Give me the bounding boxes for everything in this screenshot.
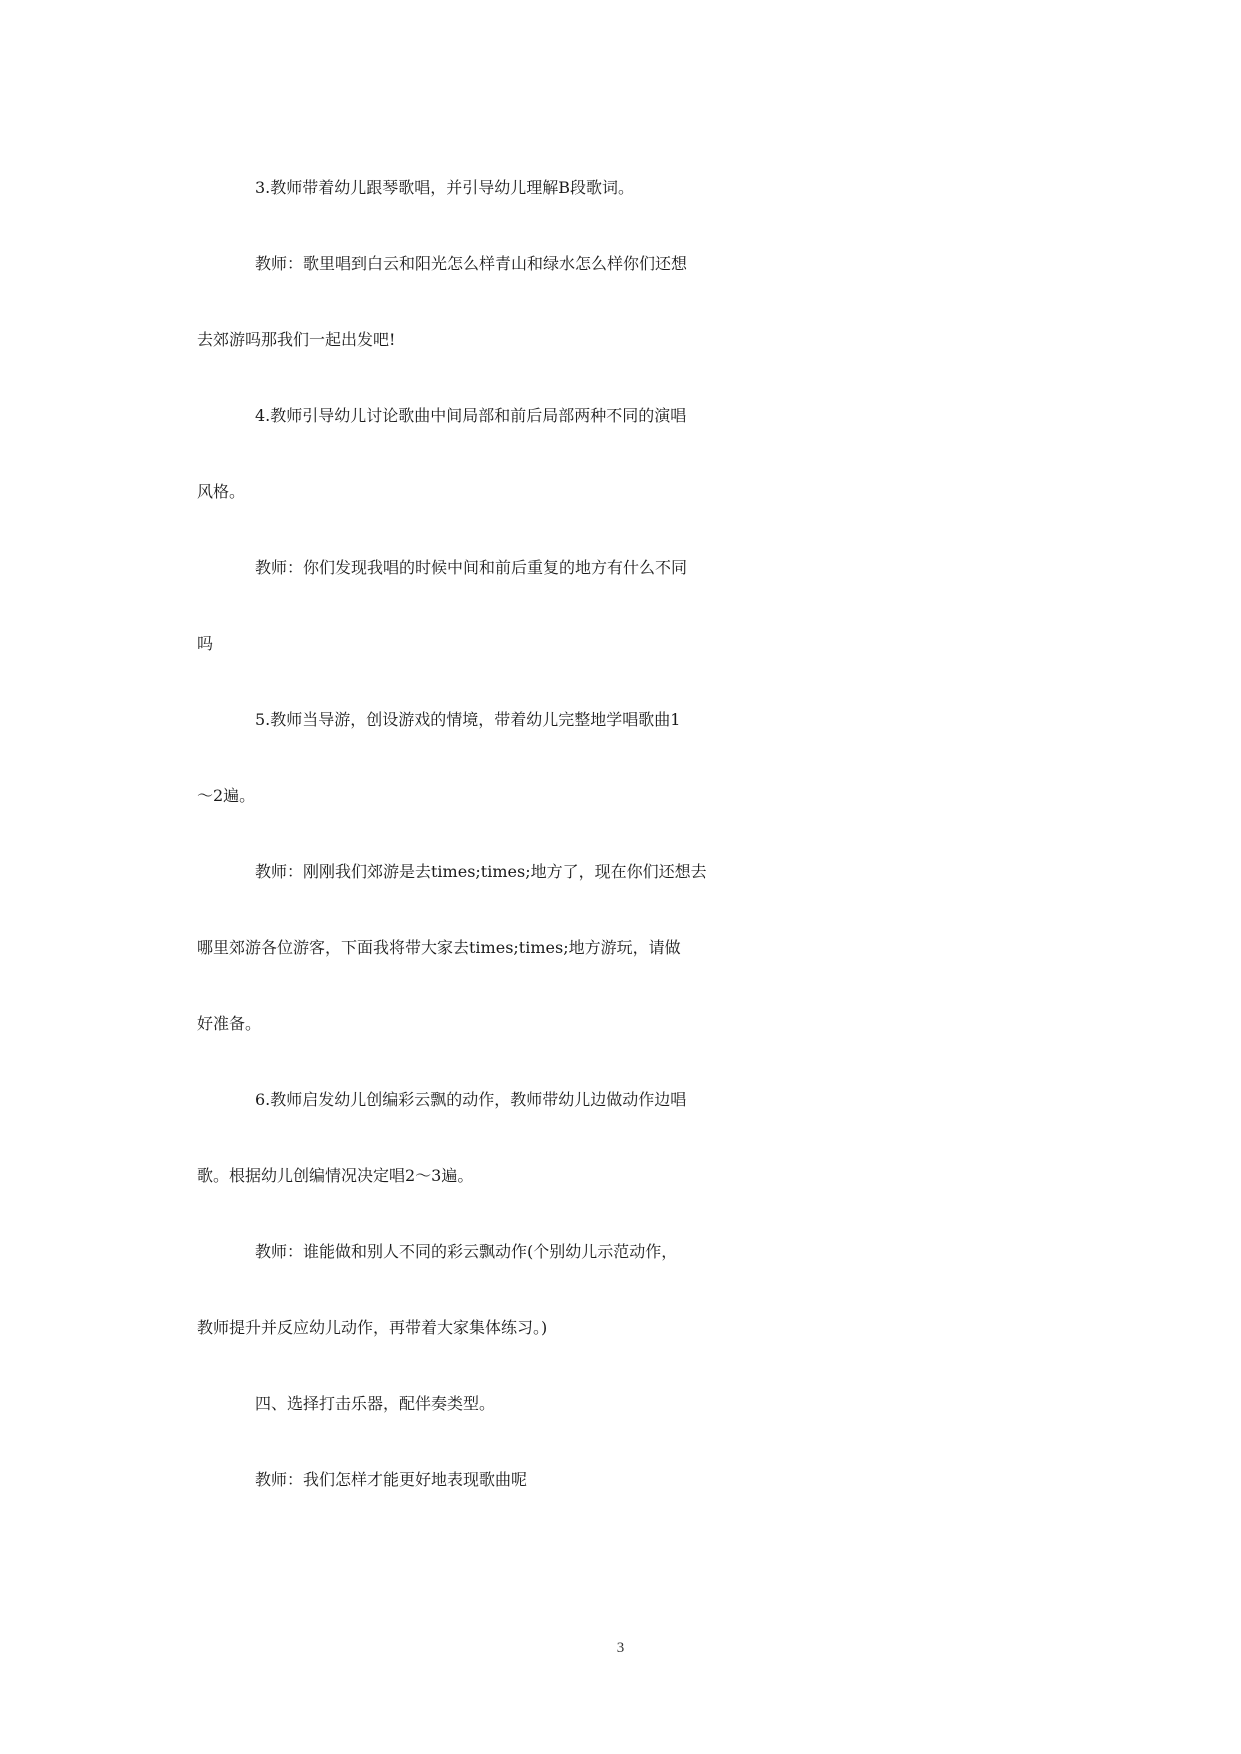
text-line: 去郊游吗那我们一起出发吧!: [197, 330, 396, 349]
text-line: 教师：我们怎样才能更好地表现歌曲呢: [255, 1470, 528, 1489]
text-line: 教师：刚刚我们郊游是去times;times;地方了，现在你们还想去: [255, 862, 707, 881]
text-line: 教师：谁能做和别人不同的彩云飘动作(个别幼儿示范动作，: [255, 1242, 678, 1261]
text-line: 教师：你们发现我唱的时候中间和前后重复的地方有什么不同: [255, 558, 688, 577]
text-line: 4.教师引导幼儿讨论歌曲中间局部和前后局部两种不同的演唱: [255, 406, 687, 425]
text-line: 3.教师带着幼儿跟琴歌唱，并引导幼儿理解B段歌词。: [255, 178, 635, 197]
text-line: 风格。: [197, 482, 246, 501]
page-number: 3: [616, 1640, 625, 1656]
text-line: 好准备。: [197, 1014, 262, 1033]
text-line: 歌。根据幼儿创编情况决定唱2～3遍。: [197, 1166, 474, 1185]
text-line: 5.教师当导游，创设游戏的情境，带着幼儿完整地学唱歌曲1: [255, 710, 681, 729]
text-line: 四、选择打击乐器，配伴奏类型。: [255, 1394, 496, 1413]
text-line: 吗: [197, 634, 214, 653]
text-line: 6.教师启发幼儿创编彩云飘的动作，教师带幼儿边做动作边唱: [255, 1090, 687, 1109]
text-line: ～2遍。: [197, 786, 256, 805]
text-line: 教师：歌里唱到白云和阳光怎么样青山和绿水怎么样你们还想: [255, 254, 688, 273]
text-line: 哪里郊游各位游客，下面我将带大家去times;times;地方游玩，请做: [197, 938, 681, 957]
text-line: 教师提升并反应幼儿动作，再带着大家集体练习。): [197, 1318, 548, 1337]
page-body: [197, 150, 1047, 1518]
